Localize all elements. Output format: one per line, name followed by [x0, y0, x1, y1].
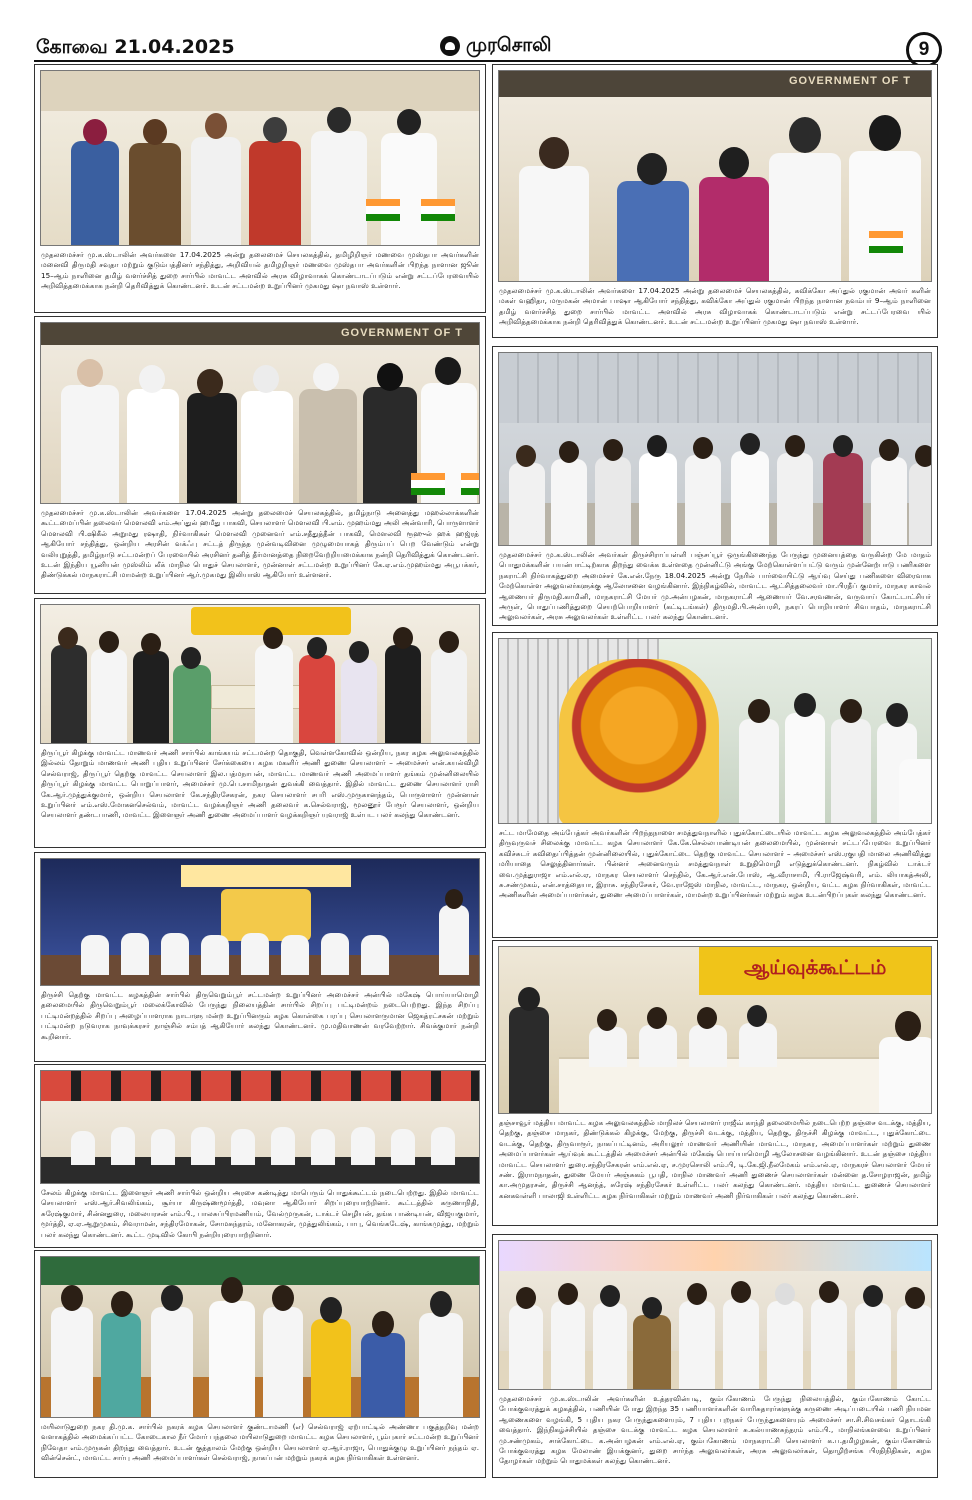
- article-2: [492, 64, 938, 338]
- article-6-photo: [498, 638, 932, 824]
- article-7: [34, 852, 486, 1062]
- article-3-photo-banner: GOVERNMENT OF T: [341, 327, 463, 339]
- article-1-photo: [40, 70, 480, 246]
- article-1-caption: முதலமைச்சர் மு.க.ஸ்டாலின் அவர்களை 17.04.2025 அன்று தலைமைச் செயலகத்தில், தமிழிறிஞர் மணவை முஸ்தபா அவர்களின் மனைவி திருமதி சவுதா மற்றும் குடும்பத்தினர் சந்தித்து, அறிவியல் தமிழறிஞர் மணவை முஸ்தபா அவர்களின் பிறந்த நாளான ஜூன் 15–ஆம் நாளினை தமிழ் வளர்ச்சித் துறை சார்பில் மாவட்ட அளவில் அரசு விழாவாகக் கொண்டாடப்படும் என்று சட்டப்பேரவையில் அறிவித்தமைக்காக நன்றி தெரிவித்துக் கொண்டனர். உடன் சட்டமன்ற உறுப்பினர் முகமது ஷா நவாஸ் உள்ளார்.: [41, 250, 479, 291]
- page-number: 9: [906, 32, 942, 68]
- article-10: [34, 1250, 486, 1478]
- article-9: [34, 1064, 486, 1248]
- article-3: [34, 316, 486, 594]
- article-11-caption: முதலமைச்சர் மு.க.ஸ்டாலின் அவர்களின் உத்தரவின்படி, கும்பகோணம் பேருந்து நிலையத்தில், கும்பகோணம் கோட்ட போக்குவரத்துக் கழகத்தில், பணியின் போது இறந்த 35 பணியாளர்களின் வாரிசுதாரர்களுக்கு கருணை அடிப்படையில் பணி நியமன ஆணைகளை வழங்கி, 5 புதிய நகர பேருந்துகளையும், 7 புதிய புறநகர் பேருந்துகளையும் அமைச்சர் சா.சி.சிவசங்கர் தொடங்கி வைத்தார். இந்நிகழ்ச்சியில் தஞ்சை வடக்கு மாவட்ட கழக செயலாளர் சு.கல்யாணசுந்தரம் எம்.பி., மாநிலங்களவை உறுப்பினர் மு.சண்முகம், சாக்கோட்டை க.அன்பழகன் எம்.எல்.ஏ, கும்பகோணம் மாநகராட்சி செயலாளர் க.ப.தமிழழகன், கும்பகோணம் போக்குவரத்து கழக மேலாண் இயக்குனர், துறை சார்ந்த அலுவலர்கள், அரசு அலுவலர்கள், தொழிற்சங்க பிரதிநிதிகள், கழக தோழர்கள் மற்றும் பொதுமக்கள் கலந்து கொண்டனர்.: [499, 1394, 931, 1466]
- article-1: [34, 64, 486, 313]
- article-3-caption: முதலமைச்சர் மு.க.ஸ்டாலின் அவர்களை 17.04.2025 அன்று தலைமைச் செயலகத்தில், தமிழ்நாடு அனைத்து மஹல்லாக்களின் கூட்டமைப்பின் தலைவர் மௌலவி எம்.அப்துல் ஹமீது பாகவி, செயலாளர் மௌலவி பி.எம். முஹம்மது அலி அன்வாரி, பொருளாளர் மௌலவி பி.ஷிகீல் அறுமது ரஷாதி, நிர்வாகிகள் மௌலவி முனைவர் எம்.சதீதுத்தீன் பாகவி, மௌலவி ரூஹுல் ஹக் ஹஜ்ரத் ஆகியோர் சந்தித்து, ஒன்றிய அரசின் வக்ஃபு சட்டத் திருத்த முன்வடிவினை முழுமையாகத் திரும்பப் பெற வேண்டும் என்று வலியுறுத்தி, தமிழ்நாடு சட்டமன்றப் பேரவையில் அரசினர் தனித் தீர்மானத்தை நிறைவேற்றியமைக்காக நன்றி தெரிவித்துக் கொண்டனர். உடன் இந்திய யூனியன் முஸ்லிம் லீக் மாநில பொதுச் செயலாளர், முன்னாள் சட்டமன்ற உறுப்பினர் கே.ஏ.எம்.முஹம்மது அபூபக்கர், திண்டுக்கல் மாநகராட்சி மாமன்ற உறுப்பினர் ஆர்.முகமது இலியாஸ் ஆகியோர் உள்ளனர்.: [41, 508, 479, 580]
- article-6: [492, 632, 938, 938]
- article-3-flag-icon-2: [461, 473, 480, 495]
- article-6-caption: சட்ட மாமேதை அம்பேத்கர் அவர்களின் பிறந்தநாளை சமத்துவநாளில் புதுக்கோட்டையில் மாவட்ட கழக அலுவலகத்தில் அம்பேத்கர் திருவுருவச் சிலைக்கு மாவட்ட கழக செயலாளர் கே.கே.செல்லபாண்டியன் தலைமையில், முன்னாள் சட்டப்பேரவை உறுப்பினர் கவிச்சுடர் கவிதைப்பித்தன் முன்னிலையில், புதுக்கோட்டை தெற்கு மாவட்ட செயலாளர் – அமைச்சர் எஸ்.ரகுபதி மாலை அணிவித்து மரியாதை செலுத்தினார்கள். பின்னர் அனைவரும் சமத்துவநாள் உறுதிமொழி எடுத்துக்கொண்டனர். நிகழ்வில் டாக்டர் வை.முத்துராஜா எம்.எல்.ஏ, மாநகர செயலாளர் செந்தில், கே.ஆர்.என்.போஸ், ஆ.வீராசாமி, பி.ராஜேஷ்வரி, எம். லியாகத்அலி, சு.சண்முகம், என்.சாத்தையா, இராசு. சந்திரசேகர், வே.ராஜேஸ் மாநில, மாவட்ட, மாநகர, ஒன்றிய, வட்ட கழக நிர்வாகிகள், மாவட்ட அணிகளின் அமைப்பாளர்கள், துணை அமைப்பாளர்கள், மாமன்ற உறுப்பினர்கள் மற்றும் கழக உடன்பிறப்புகள் கலந்து கொண்டனர்.: [499, 828, 931, 900]
- article-5: [34, 598, 486, 848]
- article-8-caption: தஞ்சாவூர் மத்திய மாவட்ட கழக அலுவலகத்தில் மாநிலச் செயலாளர் ராஜீவ் காந்தி தலைமையில் நடைபெற்ற தஞ்சை வடக்கு, மத்திய, தெற்கு, தஞ்சை மாநகர், திண்டுக்கல் கிழக்கு, மேற்கு, திருச்சி வடக்கு, மத்திய, தெற்கு, திருச்சி கிழக்கு மாவட்ட, புதுக்கோட்டை வடக்கு, தெற்கு, திருவாரூர், நாகப்பட்டினம், அரியலூர் மாணவர் அணியின் மாவட்ட, மாநகர, அமைப்பாளர்கள் மற்றும் துணை அமைப்பாளர்கள் ஆய்வுக் கூட்டத்தில் அமைச்சர் அன்பில் மகேஷ் பொய்யாமொழி ஆலோசனை வழங்கினார். உடன் தஞ்சை மத்திய மாவட்ட செயலாளர் துரை.சந்திரசேகரன் எம்.எல்.ஏ, ச.முரசொலி எம்.பி, டி.கே.ஜி.நீலமேகம் எம்.எல்.ஏ, மாநகரச் செயலாளர் மேயர் சண். இராமநாதன், துணை மேயர் அஞ்சுகம் பூபதி, மாநில மாணவர் அணி துணைச் செயலாளர்கள் மன்னை த.சோழராஜன், தமிழ் கா.அமுதரசன், திருச்சி ஆனந்த், சுரேஷ் சந்திரசேகர் உள்ளிட்ட பலர் கலந்து கொண்டனர். மத்திய மாவட்ட துணைச் செயலாளர் கனகவள்ளி பாலாஜி உள்ளிட்ட கழக நிர்வாகிகள் மற்றும் மாணவர் அணி நிர்வாகிகள் பலர் கலந்து கொண்டனர்.: [499, 1118, 931, 1200]
- article-1-flag-icon: [366, 199, 400, 221]
- article-3-photo: [40, 322, 480, 504]
- article-3-flag-icon: [411, 473, 445, 495]
- article-2-photo-banner: GOVERNMENT OF T: [789, 75, 911, 87]
- page-header: [0, 0, 972, 60]
- article-8-photo: [498, 946, 932, 1114]
- article-11: [492, 1234, 938, 1478]
- article-9-caption: சேலம் கிழக்கு மாவட்ட இளைஞர் அணி சார்பில் ஒன்றிய அரசை கண்டித்து மாபெரும் பொதுக்கூட்டம் நடைபெற்றது. இதில் மாவட்ட செயலாளர் எஸ்.ஆர்.சிவலிங்கம், சூர்யா கிருஷ்ணமூர்த்தி, மவுனா ஆகியோர் சிறப்புரையாற்றினர். கூட்டத்தில் கருணாநிதி, சுரேஷ்குமார், சின்னதுரை, மலையரசன் எம்.பி., பாலசுப்பிரமணியம், வேல்முருகன், டாக்டர் செழியன், தங்க பாண்டியன், விஜயகுமார், மூர்த்தி, ஏ.ஏ.ஆறுமுகம், சிவராமன், சந்திரமோகன், சோமசுந்தரம், மனோகரன், முத்துலிங்கம், பாபு, வெங்கடேஷ், காங்கமுத்து, மற்றும் பலர் கலந்து கொண்டனர். கூட்ட முடிவில் கோபி நன்றியுரையாற்றினார்.: [41, 1188, 479, 1239]
- article-5-caption: திருப்பூர் கிழக்கு மாவட்ட மாணவர் அணி சார்பில் காங்கயம் சட்டமன்ற தொகுதி, வெள்ளகோவில் ஒன்றிய, நகர கழக அலுவலகத்தில் இல்லம் தோறும் மாணவர் அணி புதிய உறுப்பினர் சேர்க்கையை கழக மகளிர் அணி துணை செயலாளர் – அமைச்சர் என்.கயல்விழி செல்வராஜ், திருப்பூர் தெற்கு மாவட்ட செயலாளர் இல.பத்மநாபன், மாவட்ட மாணவர் அணி அமைப்பாளர் தங்கம் முன்னிலையில் திருப்பூர் கிழக்கு மாவட்ட பொறுப்பாளர், அமைச்சர் மு.பெ.சாமிநாதன் துவக்கி வைத்தார். இதில் மாவட்ட துணை செயலாளர் ராசி கே.ஆர்.முத்துக்குமார், ஒன்றிய செயலாளர் கே.சந்திரசேகரன், நகர செயலாளர் சபரி எஸ்.முருகானந்தம், பொருளாளர் முன்னாள் உறுப்பினர் எம்.எஸ்.மோகனசெல்வம், மாவட்ட வழக்கறிஞர் அணி தலைவர் க.செல்வராஜ், மூலனூர் பேரூர் செயலாளர், ஒன்றிய செயலாளர் தண்டபாணி, மாவட்ட இளைஞர் அணி துணை அமைப்பாளர் வழக்கறிஞர் யுவராஜ் உள்பட பலர் கலந்து கொண்டனர்.: [41, 748, 479, 820]
- article-11-photo: [498, 1240, 932, 1390]
- article-7-photo: [40, 858, 480, 986]
- article-7-caption: திருச்சி தெற்கு மாவட்ட கழகத்தின் சார்பில் திருவெறும்பூர் சட்டமன்ற உறுப்பினர் அமைச்சர் அன்பில் மகேஷ் பொய்யாமொழி தலைமையில் திருவெறும்பூர் மலைக்கோவில் பேருந்து நிலையத்தின் சார்பில் சிறப்பு பட்டிமன்றம் நடைபெற்றது. இந்த சிறப்பு பட்டிமன்றத்தில் சிறப்பு அழைப்பாளராக நாடாளு மன்ற உறுப்பினரும் கழக கொள்கை பரப்பு செயலாளருமான ஜெகத்ரட்சகன் மற்றும் பட்டிமன்ற நடுவராக நாவுக்கரசர் நாஞ்சில் சம்பத் ஆகியோர் கலந்து கொண்டனர். மு.மதிவாணன் வரவேற்றார். சிவக்குமார் நன்றி கூறினார்.: [41, 990, 479, 1041]
- article-10-photo: [40, 1256, 480, 1418]
- article-4-caption: முதலமைச்சர் மு.க.ஸ்டாலின் அவர்கள் திருச்சிராப்பள்ளி பஞ்சப்பூர் ஒருங்கிணைந்த பேருந்து முனையத்தை வருகின்ற மே மாதம் பொதுமக்களின் பயன்பாட்டிற்காக திறந்து வைக்க உள்ளதை முன்னிட்டு அங்கு மேற்கொள்ளப்பட்டு வரும் முன்னேற்பாடு பணிகளை நகராட்சி நிர்வாகத்துறை அமைச்சர் கே.என்.நேரு 18.04.2025 அன்று நேரில் பார்வையிட்டு ஆய்வு செய்து பணிகளை விரைவாக மேற்கொள்ள அலுவலர்களுக்கு ஆலோசனை வழங்கினார். இந்நிகழ்வில், மாவட்ட ஆட்சித்தலைவர் மா.பிரதீப் குமார், மாநகர காவல் ஆணையர் திருமதி.காமினி, மாநகராட்சி மேயர் மு.அன்பழகன், மாநகராட்சி ஆணையர் வே.சரவணன், வருவாய் கோட்டாட்சியர் அருள், பொதுப்பணித்துறை செயற்பொறியாளர் (கட்டிடங்கள்) திருமதி.பி.அன்பரசி, நகரப் பொறியாளர் சிவபாதம், மாநகராட்சி அலுவலர்கள், அரசு அலுவலர்கள் உள்ளிட்ட பலர் கலந்து கொண்டனர்.: [499, 550, 931, 622]
- article-8-photo-banner: ஆய்வுக்கூட்டம்: [744, 955, 887, 979]
- article-2-flag-icon: [869, 231, 903, 253]
- article-4: [492, 346, 938, 626]
- article-10-caption: மயிலாடுதுறை நகர தி.மு.க. சார்பில் நகரக் கழக செயலாளர் குண்டாமணி (எ) செல்வராஜ் ஏற்பாட்டில் அண்ணா பகுத்தறிவு மன்ற வளாகத்தில் அமைக்கப்பட்ட கோடைகால நீர் மோர் பந்தலை மயிலாடுதுறை மாவட்ட கழக செயலாளர், பூம்புகார் சட்டமன்ற உறுப்பினர் நிவேதா எம்.முருகன் திறந்து வைத்தார். உடன் குத்தாலம் மேற்கு ஒன்றிய செயலாளர் ஏ.ஆர்.ராஜா, பொதுக்குழு உறுப்பினர் நந்தம் ஏ. வின்சென்ட், மாவட்ட சார்பு அணி அமைப்பாளர்கள் செல்வராஜ், நாகப்பன் மற்றும் நகரக் கழக நிர்வாகிகள் உள்ளனர்.: [41, 1422, 479, 1463]
- article-5-photo: [40, 604, 480, 744]
- article-4-photo: [498, 352, 932, 546]
- article-1-flag-icon-2: [421, 199, 455, 221]
- masthead-logo-icon: [440, 36, 460, 56]
- edition-date: கோவை 21.04.2025: [36, 36, 235, 58]
- masthead: [440, 34, 552, 59]
- article-2-photo: [498, 70, 932, 282]
- article-2-caption: முதலமைச்சர் மு.க.ஸ்டாலின் அவர்களை 17.04.2025 அன்று தலைமைச் செயலகத்தில், கவிக்கோ அப்துல் ரகுமான் அவர் களின் மகள் வஹிதா, மருமகன் அமான் பாஷா ஆகியோர் சந்தித்து, கவிக்கோ அப்துல் ரகுமான் பிறந்த நாளான நவம்பர் 9–ஆம் நாளினை தமிழ் வளர்ச்சித் துறை சார்பில் மாவட்ட அளவில் அரசு விழாவாகக் கொண்டாடப்படும் என்று சட்டப்பேரவை யில் அறிவித்தமைக்காக நன்றி தெரிவித்துக் கொண்டனர். உடன் சட்டமன்ற உறுப்பினர் முகமது ஷா நவாஸ் உள்ளார்.: [499, 286, 931, 327]
- article-9-photo: [40, 1070, 480, 1184]
- article-8: [492, 940, 938, 1226]
- header-rule: [34, 60, 938, 62]
- masthead-title: முரசொலி: [466, 34, 552, 56]
